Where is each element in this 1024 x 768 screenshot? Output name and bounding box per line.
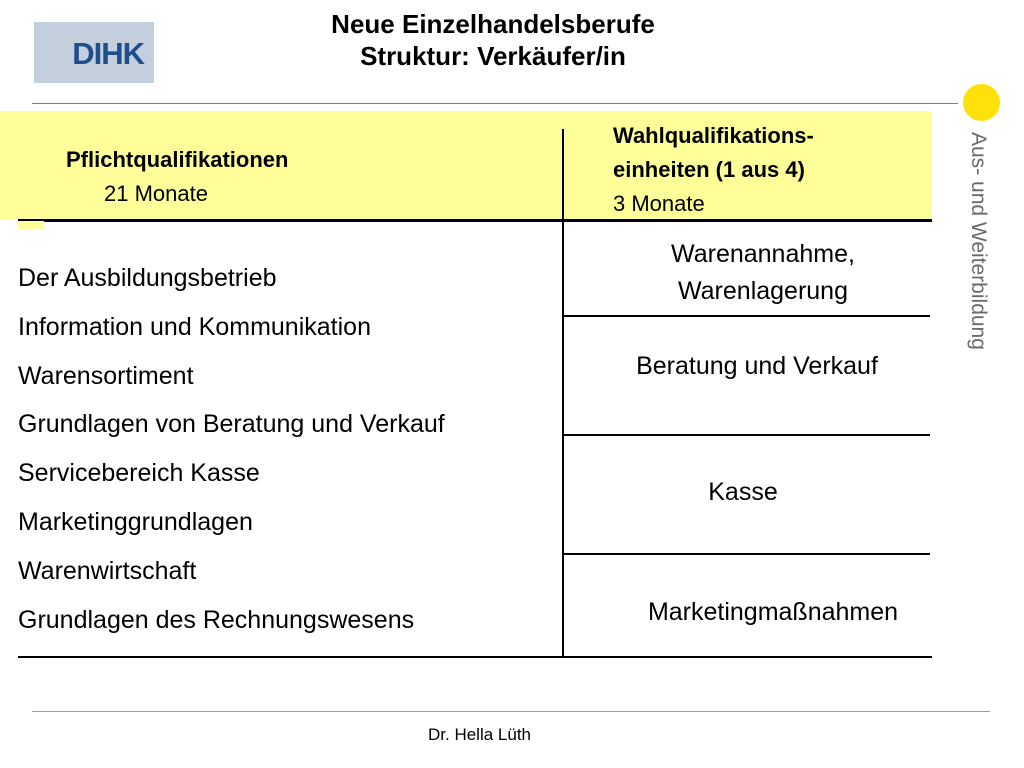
- footer-divider: [32, 711, 990, 712]
- pflicht-duration: 21 Monate: [104, 181, 208, 206]
- dihk-logo: [34, 22, 154, 83]
- wahl-unit-beratung: [594, 348, 920, 385]
- logo-text: DIHK: [72, 36, 144, 71]
- list-item: Grundlagen des Rechnungswesens: [18, 605, 415, 634]
- wahl-heading-line-2: einheiten (1 aus 4): [613, 157, 805, 182]
- column-divider: [562, 221, 564, 658]
- list-item: Marketinggrundlagen: [18, 507, 253, 536]
- wahl-unit-line: Kasse: [708, 478, 778, 506]
- wahl-row-separator: [564, 553, 930, 555]
- wahl-duration: 3 Monate: [613, 191, 705, 216]
- wahl-unit-kasse: [580, 474, 906, 511]
- header-rule-tick: [18, 221, 44, 229]
- header-rule: [18, 219, 932, 222]
- wahl-unit-warenannahme: [600, 236, 926, 310]
- table-bottom-rule: [18, 656, 932, 658]
- wahl-unit-line: Beratung und Verkauf: [636, 352, 878, 380]
- wahl-unit-marketing: [616, 594, 930, 631]
- list-item: Warensortiment: [18, 361, 194, 390]
- side-label: Aus- und Weiterbildung: [967, 132, 990, 350]
- wahl-unit-line: Marketingmaßnahmen: [647, 598, 899, 626]
- wahl-row-separator: [564, 315, 930, 317]
- list-item: Information und Kommunikation: [18, 312, 371, 341]
- wahl-unit-line: Warenlagerung: [677, 277, 848, 305]
- header-column-divider: [562, 129, 564, 221]
- pflicht-heading: Pflichtqualifikationen: [66, 147, 289, 172]
- list-item: Grundlagen von Beratung und Verkauf: [18, 410, 445, 439]
- wahl-heading-line-1: Wahlqualifikations-: [613, 123, 814, 148]
- title-line-2: Struktur: Verkäufer/in: [360, 41, 626, 71]
- slide-title: [250, 8, 736, 72]
- wahl-row-separator: [564, 434, 930, 436]
- yellow-dot-icon: [963, 84, 1000, 121]
- footer-author: Dr. Hella Lüth: [428, 725, 531, 744]
- wahl-unit-line: Warenannahme,: [671, 240, 855, 268]
- title-line-1: Neue Einzelhandelsberufe: [331, 9, 655, 39]
- list-item: Warenwirtschaft: [18, 556, 197, 585]
- list-item: Der Ausbildungsbetrieb: [18, 264, 277, 292]
- top-divider: [32, 103, 958, 104]
- list-item: Servicebereich Kasse: [18, 459, 260, 488]
- pflicht-list: [18, 262, 445, 652]
